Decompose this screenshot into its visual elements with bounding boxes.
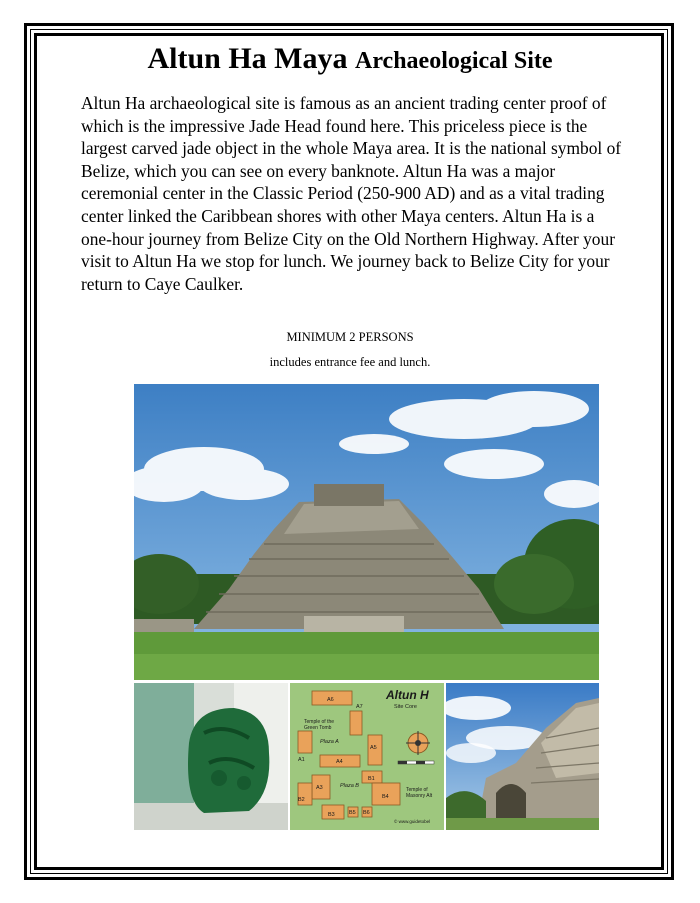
map-label-b3: B3 <box>328 812 335 818</box>
map-label-a5: A5 <box>370 745 377 751</box>
map-subtitle: Site Core <box>394 704 417 710</box>
map-label-b2: B2 <box>298 797 305 803</box>
map-label-b1: B1 <box>368 776 375 782</box>
temple-photo <box>134 384 599 680</box>
jade-head-photo <box>134 683 288 830</box>
minimum-persons: MINIMUM 2 PERSONS <box>286 330 414 344</box>
map-label-temple-masonry-2: Masonry Alt <box>406 793 433 799</box>
map-label-plaza-a: Plaza A <box>320 739 339 745</box>
ruin-photo <box>446 683 599 830</box>
includes-note: includes entrance fee and lunch. <box>269 355 431 369</box>
map-label-a1: A1 <box>298 757 305 763</box>
title-sub: Archaeological Site <box>354 48 553 74</box>
map-label-a7: A7 <box>356 704 363 710</box>
map-label-temple-tomb: Temple of the <box>304 719 335 725</box>
map-label-a3: A3 <box>316 785 323 791</box>
scale-bar-icon <box>398 761 434 764</box>
map-label-temple-masonry: Temple of <box>406 787 428 793</box>
description-paragraph: Altun Ha archaeological site is famous as an ancient trading center proof of which is the impressive Jade Head found here. This priceless piece is the largest carved jade object in the whole Maya area. It is the national symbol of Belize, which you can see on every banknote. Altun Ha was a major ceremonial center in the Classic Period (250-900 AD) and as a vital trading center linked the Caribbean shores with other Maya centers. Altun Ha is a one-hour journey from Belize City on the Old Northern Highway. After your visit to Altun Ha we stop for lunch. We journey back to Belize City for your return to Caye Caulker. <box>81 93 622 294</box>
map-label-b4: B4 <box>382 794 389 800</box>
site-map <box>290 683 444 830</box>
map-label-plaza-b: Plaza B <box>340 783 359 789</box>
map-credit: © www.guidetobel <box>394 819 431 824</box>
map-label-b5: B5 <box>349 810 356 816</box>
map-label-temple-tomb-2: Green Tomb <box>304 725 332 731</box>
title-main: Altun Ha Maya <box>147 42 348 75</box>
map-title: Altun H <box>386 688 429 702</box>
map-label-a4: A4 <box>336 759 343 765</box>
page-title <box>0 42 700 76</box>
map-label-a6: A6 <box>327 697 334 703</box>
map-label-b6: B6 <box>363 810 370 816</box>
